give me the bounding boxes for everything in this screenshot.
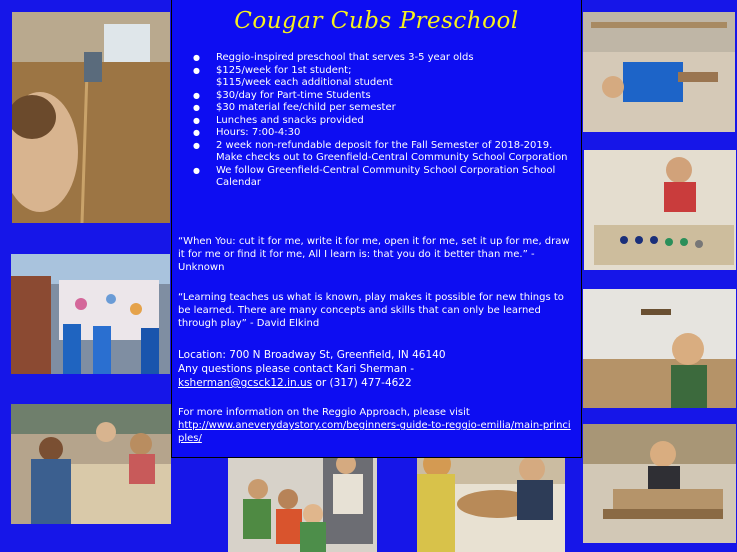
contact-text: Any questions please contact Kari Sherman - xyxy=(178,363,414,375)
photo-child-measuring-floor xyxy=(12,12,170,223)
photo-child-with-blocks xyxy=(583,424,736,543)
list-item: ● $30 material fee/child per semester xyxy=(178,102,573,115)
quote-unknown: “When You: cut it for me, write it for me, open it for me, set it up for me, draw it for me or find it for me, All I learn is: that you do it better than me.” - Unknown xyxy=(178,236,570,273)
photo-kids-with-teacher xyxy=(228,444,377,552)
contact-details xyxy=(178,376,573,390)
list-item: ● 2 week non-refundable deposit for the Fall Semester of 2018-2019. Make checks out to Greenfield-Central Community School Corporation xyxy=(178,140,573,165)
photo-kids-at-table xyxy=(11,404,171,524)
more-info-text: For more information on the Reggio Approach, please visit xyxy=(178,407,470,418)
info-list xyxy=(178,52,573,190)
list-item: ● Reggio-inspired preschool that serves 3-5 year olds xyxy=(178,52,573,65)
contact-block xyxy=(178,348,573,390)
list-item: ● $30/day for Part-time Students xyxy=(178,90,573,103)
list-item: ● Hours: 7:00-4:30 xyxy=(178,127,573,140)
photo-child-sorting-objects xyxy=(584,150,736,270)
page-title: Cougar Cubs Preschool xyxy=(234,8,519,34)
photo-child-hammering xyxy=(583,289,736,408)
location-text: Location: 700 N Broadway St, Greenfield, IN 46140 xyxy=(178,349,446,361)
reggio-link[interactable]: http://www.aneverydaystory.com/beginners-guide-to-reggio-emilia/main-principles/ xyxy=(178,420,571,444)
phone-number: (317) 477-4622 xyxy=(329,377,412,389)
more-info-block xyxy=(178,406,573,445)
info-panel xyxy=(171,0,582,458)
photo-child-on-floor xyxy=(583,12,735,132)
phone-separator: or xyxy=(312,377,330,389)
photo-kids-clay-table xyxy=(417,444,565,552)
quote-david-elkind: “Learning teaches us what is known, play makes it possible for new things to be learned. There are many concepts and skills that can only be learned through play” - David Elkind xyxy=(178,292,564,329)
photo-kids-painted-banner xyxy=(11,254,170,374)
list-item: ● Lunches and snacks provided xyxy=(178,115,573,128)
list-item: ● We follow Greenfield-Central Community School Corporation School Calendar xyxy=(178,165,573,190)
email-link[interactable]: ksherman@gcsck12.in.us xyxy=(178,377,313,389)
list-item: ● $125/week for 1st student; $115/week each additional student xyxy=(178,65,573,90)
